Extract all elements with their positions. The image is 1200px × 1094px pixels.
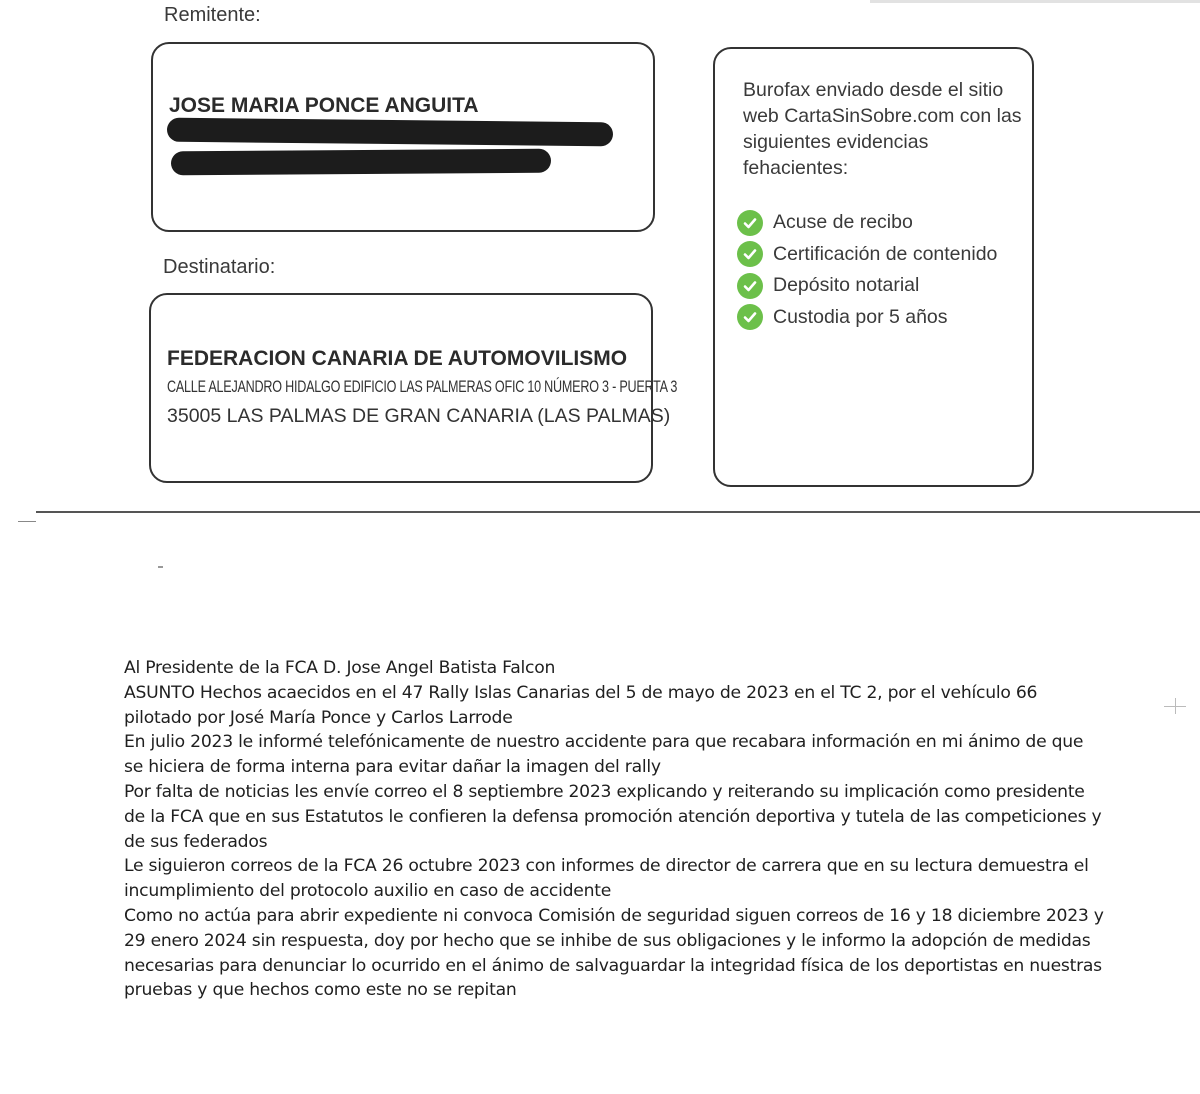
evidence-intro: Burofax enviado desde el sitio web CartaSinSobre.com con las siguientes evidencias fehacientes: (743, 79, 1022, 179)
evidence-item (737, 207, 997, 239)
scan-edge (870, 0, 1200, 3)
check-icon (737, 273, 763, 299)
letter-body (124, 656, 1104, 1003)
redaction-mark (171, 149, 551, 176)
recipient-street: CALLE ALEJANDRO HIDALGO EDIFICIO LAS PALMERAS OFIC 10 NÚMERO 3 - PUERTA 3 (167, 377, 678, 396)
check-icon (737, 210, 763, 236)
evidence-item (737, 239, 997, 271)
evidence-item-label: Certificación de contenido (773, 242, 998, 265)
sender-heading: Remitente: (164, 4, 261, 26)
recipient-name: FEDERACION CANARIA DE AUTOMOVILISMO (167, 347, 628, 370)
scan-speck (1175, 698, 1176, 714)
letter-line: Le siguieron correos de la FCA 26 octubre 2023 con informes de director de carrera que en su lectura demuestra el incumplimiento del protocolo auxilio en caso de accidente (124, 856, 1089, 902)
letter-line: ASUNTO Hechos acaecidos en el 47 Rally Islas Canarias del 5 de mayo de 2023 en el TC 2, por el vehículo 66 pilotado por José María Ponce y Carlos Larrode (124, 682, 1038, 728)
check-icon (737, 304, 763, 330)
sender-box (151, 42, 655, 232)
letter-line: En julio 2023 le informé telefónicamente de nuestro accidente para que recabara información en mi ánimo de que se hiciera de forma interna para evitar dañar la imagen del rally (124, 732, 1084, 778)
evidence-item-label: Acuse de recibo (773, 211, 913, 234)
evidence-item (737, 302, 997, 334)
letter-line: Al Presidente de la FCA D. Jose Angel Batista Falcon (124, 658, 556, 678)
check-icon (737, 241, 763, 267)
evidence-item-label: Custodia por 5 años (773, 305, 948, 328)
fold-tick (18, 521, 36, 522)
evidence-box (713, 47, 1034, 487)
scan-speck (158, 566, 163, 568)
letter-line: Como no actúa para abrir expediente ni convoca Comisión de seguridad siguen correos de 16 y 18 diciembre 2023 y 29 enero 2024 sin respuesta, doy por hecho que se inhibe de sus obligaciones y le informo la adopción de medidas necesarias para denunciar lo ocurrido en el ánimo de salvaguardar la integridad física de los deportistas en nuestras pruebas y que hechos como este no se repitan (124, 905, 1104, 1001)
recipient-heading: Destinatario: (163, 256, 276, 278)
recipient-box (149, 293, 678, 483)
recipient-city: 35005 LAS PALMAS DE GRAN CANARIA (LAS PALMAS) (167, 405, 671, 427)
letter-line: Por falta de noticias les envíe correo el 8 septiembre 2023 explicando y reiterando su implicación como presidente de la FCA que en sus Estatutos le confieren la defensa promoción atención deportiva y tutela de las competiciones y de sus federados (124, 781, 1102, 852)
evidence-item-label: Depósito notarial (773, 274, 920, 297)
redaction-mark (167, 118, 613, 147)
sender-name: JOSE MARIA PONCE ANGUITA (169, 94, 479, 117)
evidence-item (737, 270, 997, 302)
fold-line (36, 511, 1200, 513)
evidence-list (737, 207, 997, 333)
